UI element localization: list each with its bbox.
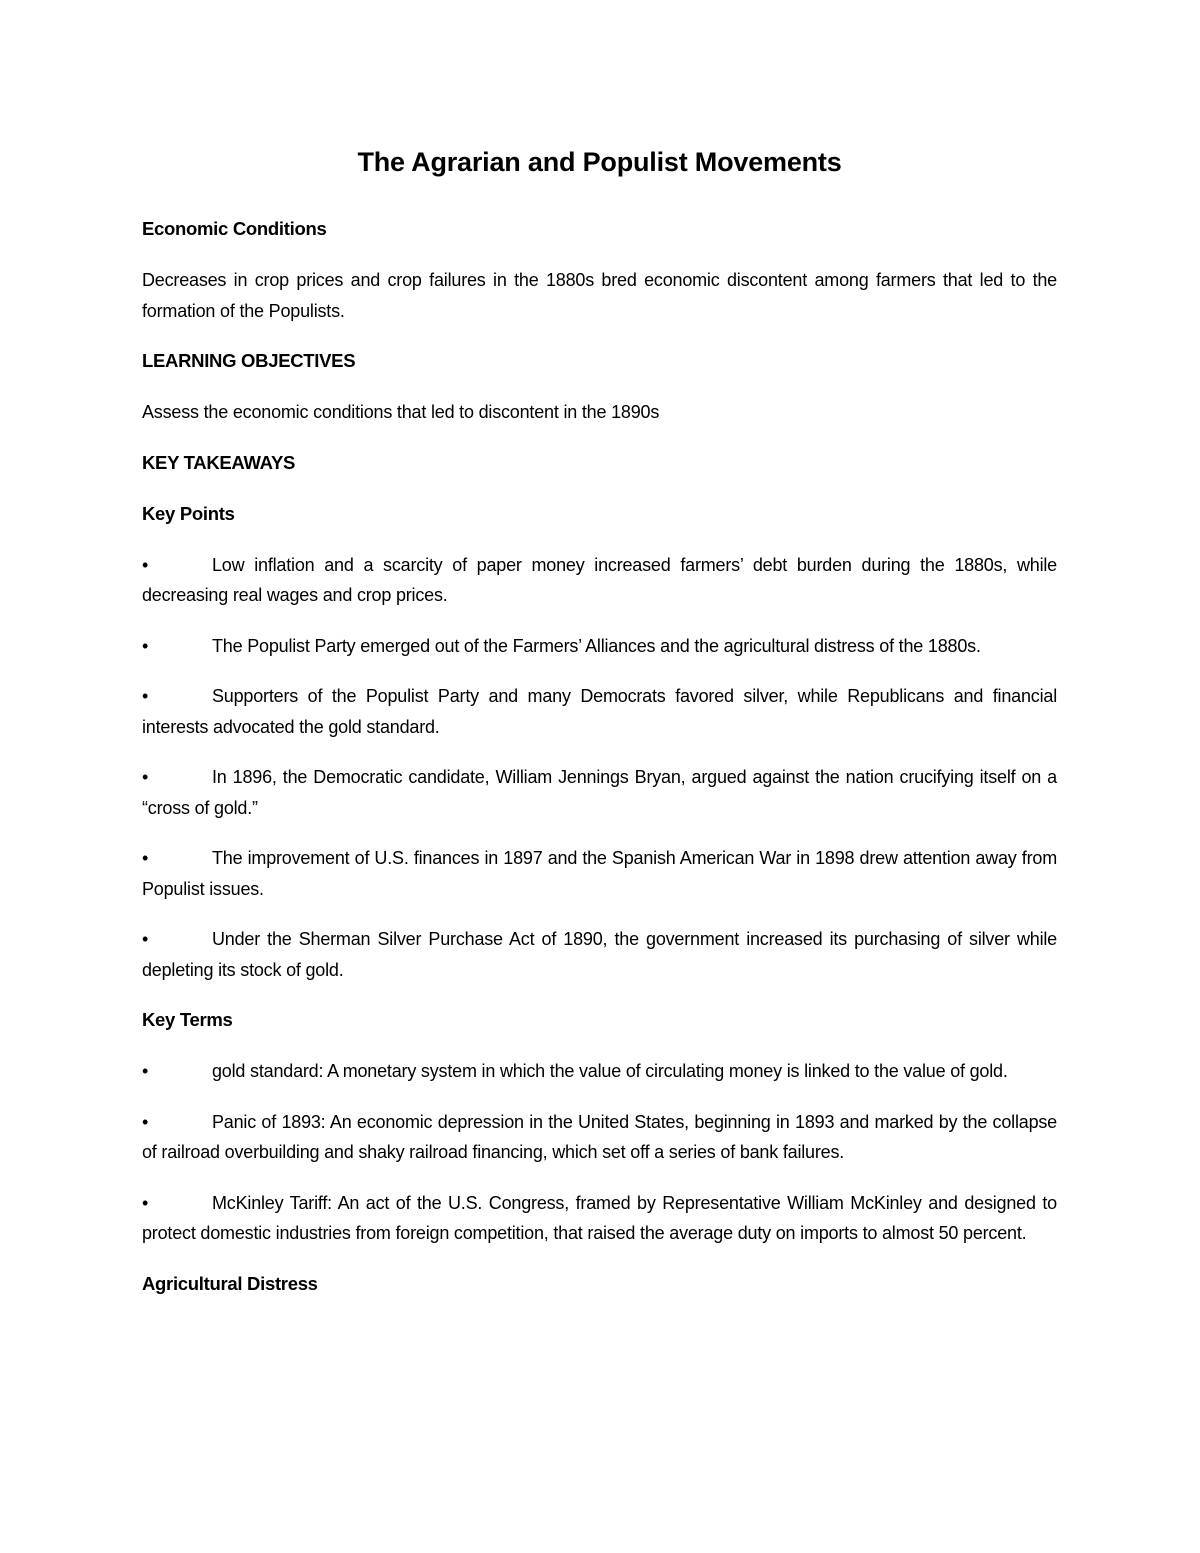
bullet-icon: •: [142, 848, 149, 868]
key-term-text: McKinley Tariff: An act of the U.S. Congress, framed by Representative William McKinley and designed to protect domestic industries from foreign competition, that raised the average duty on imports to almost 50 percent.: [142, 1192, 1057, 1243]
bullet-icon: •: [142, 929, 149, 949]
bullet-icon: •: [142, 1111, 149, 1132]
key-point-text: The Populist Party emerged out of the Farmers’ Alliances and the agricultural distress of the 1880s.: [212, 635, 981, 656]
bullet-icon: •: [142, 635, 149, 656]
key-points-list: [142, 550, 1057, 986]
heading-key-points: Key Points: [142, 502, 235, 524]
key-term-item: [142, 1107, 1057, 1168]
heading-key-terms: Key Terms: [142, 1009, 233, 1030]
paragraph-learning-objectives: Assess the economic conditions that led to discontent in the 1890s: [142, 402, 660, 422]
key-term-text: Panic of 1893: An economic depression in the United States, beginning in 1893 and marked by the collapse of railroad overbuilding and shaky railroad financing, which set off a series of bank failures.: [142, 1111, 1057, 1162]
bullet-icon: •: [142, 767, 149, 787]
key-term-item: [142, 1188, 1057, 1249]
key-point-item: [142, 762, 1057, 823]
key-point-text: Supporters of the Populist Party and many Democrats favored silver, while Republicans and financial interests advocated the gold standard.: [142, 686, 1057, 737]
document-page: [142, 140, 1057, 1320]
heading-economic-conditions: Economic Conditions: [142, 218, 327, 239]
key-term-item: [142, 1056, 1057, 1087]
key-point-text: Low inflation and a scarcity of paper money increased farmers’ debt burden during the 1880s, while decreasing real wages and crop prices.: [142, 554, 1057, 605]
heading-agricultural-distress: Agricultural Distress: [142, 1272, 318, 1294]
bullet-icon: •: [142, 554, 149, 575]
key-point-item: [142, 681, 1057, 742]
heading-learning-objectives: LEARNING OBJECTIVES: [142, 350, 356, 371]
heading-key-takeaways: KEY TAKEAWAYS: [142, 451, 296, 473]
key-point-item: [142, 550, 1057, 611]
key-terms-list: [142, 1056, 1057, 1249]
key-point-text: Under the Sherman Silver Purchase Act of 1890, the government increased its purchasing of silver while depleting its stock of gold.: [142, 929, 1057, 980]
key-term-text: gold standard: A monetary system in which the value of circulating money is linked to the value of gold.: [212, 1061, 1008, 1081]
bullet-icon: •: [142, 1192, 149, 1213]
key-point-item: [142, 631, 1057, 662]
paragraph-economic-conditions: Decreases in crop prices and crop failures in the 1880s bred economic discontent among farmers that led to the formation of the Populists.: [142, 270, 1057, 321]
key-point-text: The improvement of U.S. finances in 1897 and the Spanish American War in 1898 drew attention away from Populist issues.: [142, 848, 1057, 899]
bullet-icon: •: [142, 1061, 149, 1081]
key-point-item: [142, 843, 1057, 904]
key-point-text: In 1896, the Democratic candidate, William Jennings Bryan, argued against the nation crucifying itself on a “cross of gold.”: [142, 767, 1057, 818]
bullet-icon: •: [142, 686, 149, 706]
document-title: The Agrarian and Populist Movements: [357, 147, 842, 177]
key-point-item: [142, 924, 1057, 985]
